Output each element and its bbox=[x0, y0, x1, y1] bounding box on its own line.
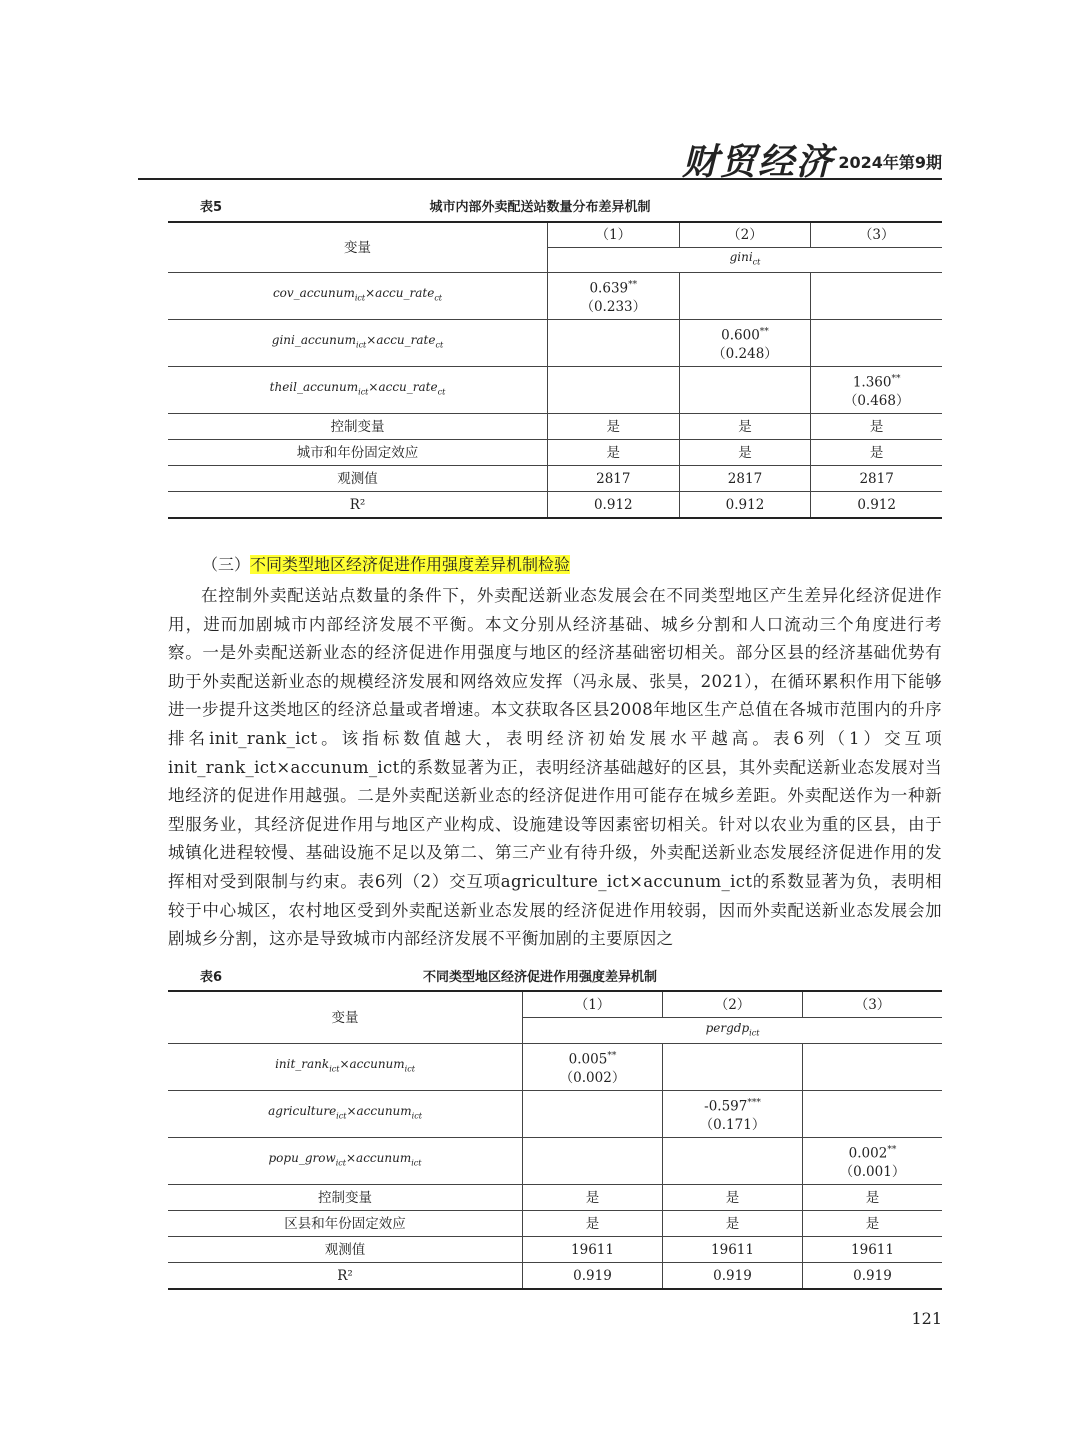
variable-name bbox=[168, 273, 547, 320]
table-row bbox=[168, 367, 942, 414]
table-row bbox=[168, 1044, 942, 1091]
table-row bbox=[168, 1091, 942, 1138]
variable-header: 变量 bbox=[168, 222, 547, 273]
fixed-effects-row bbox=[168, 440, 942, 466]
row-value: 2817 bbox=[679, 466, 811, 492]
row-value: 是 bbox=[547, 414, 679, 440]
coefficient-value: 0.639 bbox=[589, 280, 629, 297]
coefficient-cell bbox=[523, 1091, 663, 1138]
row-value: 是 bbox=[547, 440, 679, 466]
variable-sub: ct bbox=[435, 340, 444, 350]
column-header: （2） bbox=[663, 991, 803, 1018]
variable-part: ×accu_rate bbox=[368, 380, 438, 395]
section-title: 不同类型地区经济促进作用强度差异机制检验 bbox=[250, 555, 571, 574]
variable-sub: ict bbox=[358, 387, 369, 397]
table-row bbox=[168, 320, 942, 367]
page-number: 121 bbox=[911, 1309, 942, 1328]
row-value: 是 bbox=[523, 1211, 663, 1237]
section-heading bbox=[202, 552, 570, 575]
coefficient-value: 1.360 bbox=[852, 374, 892, 391]
coefficient-cell bbox=[811, 273, 942, 320]
row-value: 是 bbox=[811, 440, 942, 466]
coefficient-cell bbox=[547, 320, 679, 367]
row-value: 0.912 bbox=[547, 492, 679, 519]
dependent-variable bbox=[547, 248, 942, 273]
variable-part: init_rank bbox=[275, 1057, 330, 1072]
variable-sub: ict bbox=[356, 340, 367, 350]
column-header: （3） bbox=[811, 222, 942, 248]
variable-name bbox=[168, 1044, 523, 1091]
row-label: 区县和年份固定效应 bbox=[168, 1211, 523, 1237]
variable-sub: ict bbox=[411, 1158, 422, 1168]
variable-part: ×accu_rate bbox=[366, 333, 436, 348]
coefficient-value: -0.597 bbox=[704, 1098, 748, 1115]
coefficient-cell bbox=[663, 1044, 803, 1091]
paragraph: 在控制外卖配送站点数量的条件下，外卖配送新业态发展会在不同类型地区产生差异化经济促进作用，进而加剧城市内部经济发展不平衡。本文分别从经济基础、城乡分割和人口流动三个角度进行考察。一是外卖配送新业态的经济促进作用强度与地区的经济基础密切相关。部分区县的经济基础优势有助于外卖配送新业态的规模经济发展和网络效应发挥（冯永晟、张昊，2021），在循环累积作用下能够进一步提升这类地区的经济总量或者增速。本文获取各区县2008年地区生产总值在各城市范围内的升序排名init_rank_ict。该指标数值越大，表明经济初始发展水平越高。表6列（1）交互项init_rank_ict×accunum_ict的系数显著为正，表明经济基础越好的区县，其外卖配送新业态发展对当地经济的促进作用越强。二是外卖配送新业态的经济促进作用可能存在城乡差距。外卖配送作为一种新型服务业，其经济促进作用与地区产业构成、设施建设等因素密切相关。针对以农业为重的区县，由于城镇化进程较慢、基础设施不足以及第二、第三产业有待升级，外卖配送新业态发展经济促进作用的发挥相对受到限制与约束。表6列（2）交互项agriculture_ict×accunum_ict的系数显著为负，表明相较于中心城区，农村地区受到外卖配送新业态发展的经济促进作用较弱，因而外卖配送新业态发展会加剧城乡分割，这亦是导致城市内部经济发展不平衡加剧的主要原因之 bbox=[168, 586, 942, 949]
fixed-effects-row bbox=[168, 1211, 942, 1237]
row-value: 是 bbox=[803, 1185, 943, 1211]
coefficient-cell bbox=[547, 367, 679, 414]
standard-error: （0.002） bbox=[559, 1069, 626, 1086]
variable-sub: ict bbox=[336, 1111, 347, 1121]
row-value: 0.919 bbox=[523, 1263, 663, 1290]
coefficient-cell bbox=[811, 320, 942, 367]
coefficient-cell bbox=[803, 1138, 943, 1185]
row-value: 是 bbox=[663, 1211, 803, 1237]
variable-sub: ict bbox=[354, 293, 366, 303]
variable-part: agriculture bbox=[268, 1104, 337, 1119]
variable-sub: ict bbox=[335, 1158, 346, 1168]
row-value: 是 bbox=[811, 414, 942, 440]
r-squared-row bbox=[168, 1263, 942, 1290]
variable-part: gini_accunum bbox=[271, 333, 357, 348]
standard-error: （0.171） bbox=[699, 1116, 766, 1133]
journal-logo: 财贸经济 bbox=[681, 141, 834, 183]
dependent-variable-sub: ict bbox=[749, 1028, 760, 1038]
variable-part: ×accunum bbox=[346, 1104, 412, 1119]
variable-sub: ct bbox=[437, 387, 446, 397]
standard-error: （0.248） bbox=[712, 345, 778, 362]
significance-stars: ** bbox=[607, 1051, 617, 1062]
variable-part: ×accunum bbox=[339, 1057, 405, 1072]
row-value: 是 bbox=[803, 1211, 943, 1237]
standard-error: （0.468） bbox=[843, 392, 910, 409]
row-value: 19611 bbox=[663, 1237, 803, 1263]
control-row bbox=[168, 414, 942, 440]
column-header: （1） bbox=[523, 991, 663, 1018]
variable-part: theil_accunum bbox=[269, 380, 359, 395]
standard-error: （0.001） bbox=[839, 1163, 906, 1180]
table5 bbox=[168, 221, 942, 519]
variable-name bbox=[168, 1091, 523, 1138]
significance-stars: ** bbox=[887, 1145, 897, 1156]
coefficient-cell bbox=[679, 273, 811, 320]
variable-part: ×accu_rate bbox=[365, 286, 435, 301]
r-squared-row bbox=[168, 492, 942, 519]
body-text bbox=[168, 582, 942, 954]
row-label: 城市和年份固定效应 bbox=[168, 440, 547, 466]
column-header: （1） bbox=[547, 222, 679, 248]
row-value: 0.919 bbox=[803, 1263, 943, 1290]
row-label: 控制变量 bbox=[168, 414, 547, 440]
variable-part: ×accunum bbox=[346, 1151, 412, 1166]
observations-row bbox=[168, 466, 942, 492]
table6-title: 不同类型地区经济促进作用强度差异机制 bbox=[422, 970, 657, 985]
coefficient-value: 0.005 bbox=[568, 1051, 608, 1068]
dependent-variable-sub: ct bbox=[752, 257, 761, 267]
row-value: 2817 bbox=[811, 466, 942, 492]
table5-title: 城市内部外卖配送站数量分布差异机制 bbox=[429, 200, 651, 215]
dependent-variable-name: gini bbox=[729, 250, 753, 265]
significance-stars: ** bbox=[759, 327, 769, 338]
variable-name bbox=[168, 1138, 523, 1185]
variable-name bbox=[168, 367, 547, 414]
coefficient-cell bbox=[547, 273, 679, 320]
row-value: 是 bbox=[679, 414, 811, 440]
standard-error: （0.233） bbox=[580, 298, 647, 315]
row-label: 控制变量 bbox=[168, 1185, 523, 1211]
significance-stars: ** bbox=[891, 374, 901, 385]
observations-row bbox=[168, 1237, 942, 1263]
row-value: 19611 bbox=[523, 1237, 663, 1263]
row-label: R² bbox=[168, 492, 547, 519]
table6-label: 表6 bbox=[200, 970, 223, 985]
table-row bbox=[168, 273, 942, 320]
variable-sub: ct bbox=[434, 293, 443, 303]
table5-label: 表5 bbox=[200, 200, 223, 215]
coefficient-value: 0.002 bbox=[848, 1145, 888, 1162]
coefficient-cell bbox=[811, 367, 942, 414]
column-header: （2） bbox=[679, 222, 811, 248]
journal-header bbox=[138, 130, 942, 183]
significance-stars: *** bbox=[747, 1098, 761, 1109]
row-label: 观测值 bbox=[168, 466, 547, 492]
row-value: 是 bbox=[523, 1185, 663, 1211]
column-header: （3） bbox=[803, 991, 943, 1018]
coefficient-cell bbox=[663, 1138, 803, 1185]
variable-part: cov_accunum bbox=[272, 286, 355, 301]
row-value: 是 bbox=[679, 440, 811, 466]
variable-sub: ict bbox=[411, 1111, 422, 1121]
row-value: 19611 bbox=[803, 1237, 943, 1263]
coefficient-cell bbox=[679, 320, 811, 367]
coefficient-cell bbox=[679, 367, 811, 414]
control-row bbox=[168, 1185, 942, 1211]
section-prefix: （三） bbox=[202, 555, 251, 574]
row-value: 0.912 bbox=[811, 492, 942, 519]
variable-sub: ict bbox=[329, 1064, 340, 1074]
table6 bbox=[168, 990, 942, 1290]
coefficient-value: 0.600 bbox=[721, 327, 760, 344]
dependent-variable bbox=[523, 1018, 943, 1044]
row-value: 2817 bbox=[547, 466, 679, 492]
issue-label: 2024年第9期 bbox=[838, 153, 942, 172]
coefficient-cell bbox=[663, 1091, 803, 1138]
dependent-variable-name: pergdp bbox=[705, 1020, 750, 1035]
row-value: 0.912 bbox=[679, 492, 811, 519]
row-label: R² bbox=[168, 1263, 523, 1290]
coefficient-cell bbox=[523, 1138, 663, 1185]
significance-stars: ** bbox=[628, 280, 638, 291]
table-row bbox=[168, 1138, 942, 1185]
variable-header: 变量 bbox=[168, 991, 523, 1044]
row-value: 0.919 bbox=[663, 1263, 803, 1290]
variable-part: popu_grow bbox=[268, 1151, 336, 1166]
row-label: 观测值 bbox=[168, 1237, 523, 1263]
row-value: 是 bbox=[663, 1185, 803, 1211]
variable-sub: ict bbox=[404, 1064, 415, 1074]
coefficient-cell bbox=[803, 1044, 943, 1091]
coefficient-cell bbox=[803, 1091, 943, 1138]
variable-name bbox=[168, 320, 547, 367]
coefficient-cell bbox=[523, 1044, 663, 1091]
